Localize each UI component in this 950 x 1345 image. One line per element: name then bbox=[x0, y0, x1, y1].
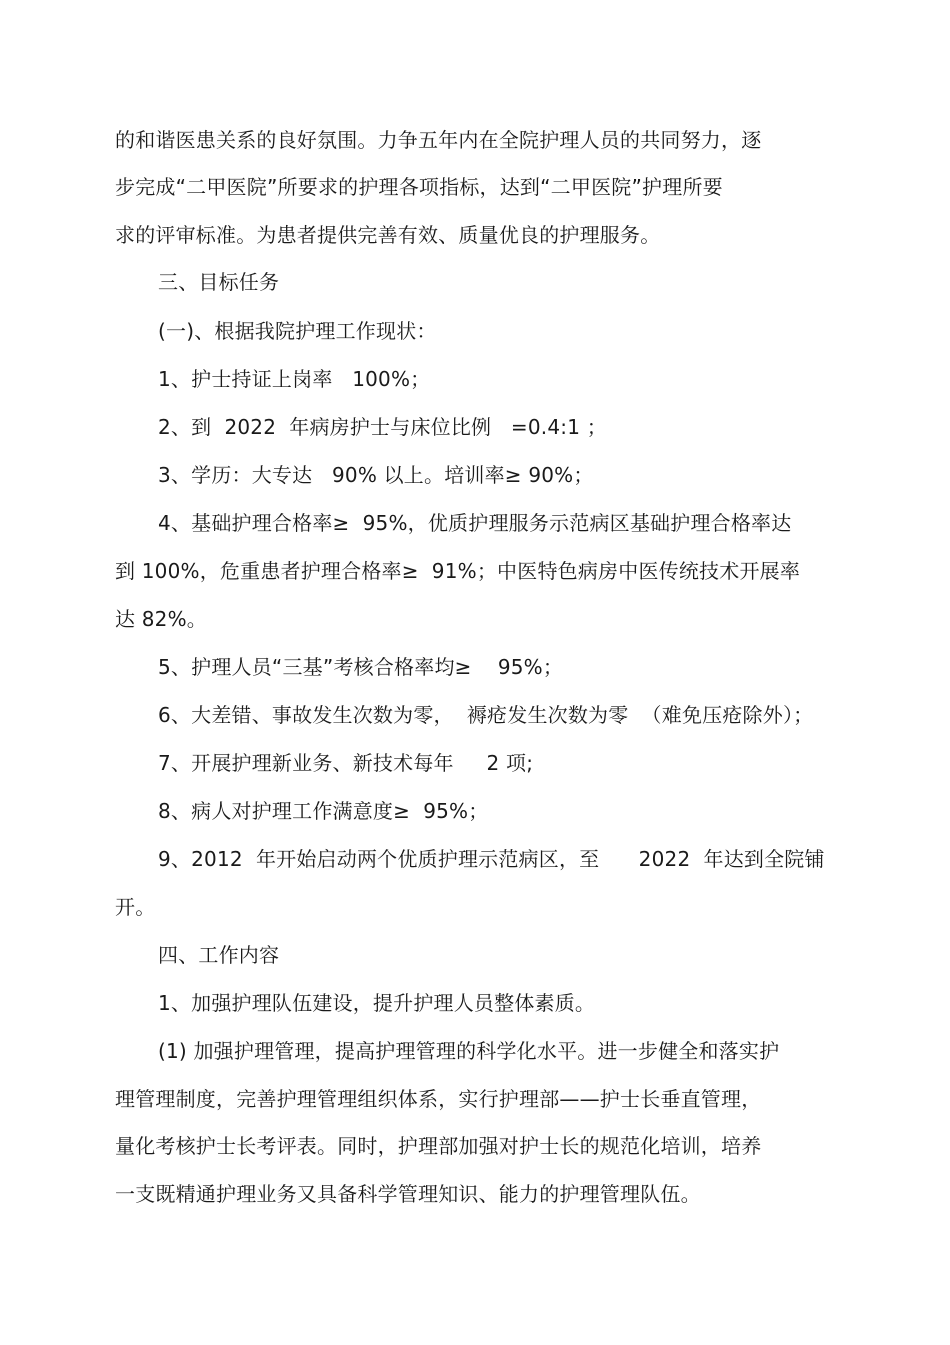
list-item: 3、学历：大专达 90% 以上。培训率≥ 90%； bbox=[158, 463, 594, 487]
list-item: 2、到 2022 年病房护士与床位比例 =0.4:1 ； bbox=[158, 415, 607, 439]
list-item: 9、2012 年开始启动两个优质护理示范病区，至 2022 年达到全院铺 bbox=[158, 847, 825, 871]
list-item: 7、开展护理新业务、新技术每年 2 项; bbox=[158, 751, 534, 775]
list-item: 5、护理人员“三基”考核合格率均≥ 95%； bbox=[158, 655, 564, 679]
paragraph-line: (1) 加强护理管理，提高护理管理的科学化水平。进一步健全和落实护 bbox=[158, 1039, 780, 1063]
paragraph-line: 步完成“二甲医院”所要求的护理各项指标，达到“二甲医院”护理所要 bbox=[115, 175, 723, 199]
list-item-continuation: 开。 bbox=[115, 895, 156, 919]
list-item-continuation: 到 100%，危重患者护理合格率≥ 91%；中医特色病房中医传统技术开展率 bbox=[115, 559, 801, 583]
list-item: 6、大差错、事故发生次数为零， 褥疮发生次数为零 （难免压疮除外）； bbox=[158, 703, 814, 727]
section-heading: 三、目标任务 bbox=[158, 270, 280, 294]
list-item: 8、病人对护理工作满意度≥ 95%； bbox=[158, 799, 489, 823]
subsection-heading: (一)、根据我院护理工作现状： bbox=[158, 319, 437, 343]
paragraph-line: 求的评审标准。为患者提供完善有效、质量优良的护理服务。 bbox=[115, 223, 661, 247]
section-heading: 四、工作内容 bbox=[158, 943, 280, 967]
list-item: 4、基础护理合格率≥ 95%，优质护理服务示范病区基础护理合格率达 bbox=[158, 511, 792, 535]
paragraph-line: 一支既精通护理业务又具备科学管理知识、能力的护理管理队伍。 bbox=[115, 1182, 701, 1206]
paragraph-line: 理管理制度，完善护理管理组织体系，实行护理部——护士长垂直管理， bbox=[115, 1087, 762, 1111]
subsection-heading: 1、加强护理队伍建设，提升护理人员整体素质。 bbox=[158, 991, 596, 1015]
paragraph-line: 量化考核护士长考评表。同时，护理部加强对护士长的规范化培训，培养 bbox=[115, 1134, 762, 1158]
list-item-continuation: 达 82%。 bbox=[115, 607, 208, 631]
paragraph-line: 的和谐医患关系的良好氛围。力争五年内在全院护理人员的共同努力，逐 bbox=[115, 128, 762, 152]
list-item: 1、护士持证上岗率 100%； bbox=[158, 367, 431, 391]
